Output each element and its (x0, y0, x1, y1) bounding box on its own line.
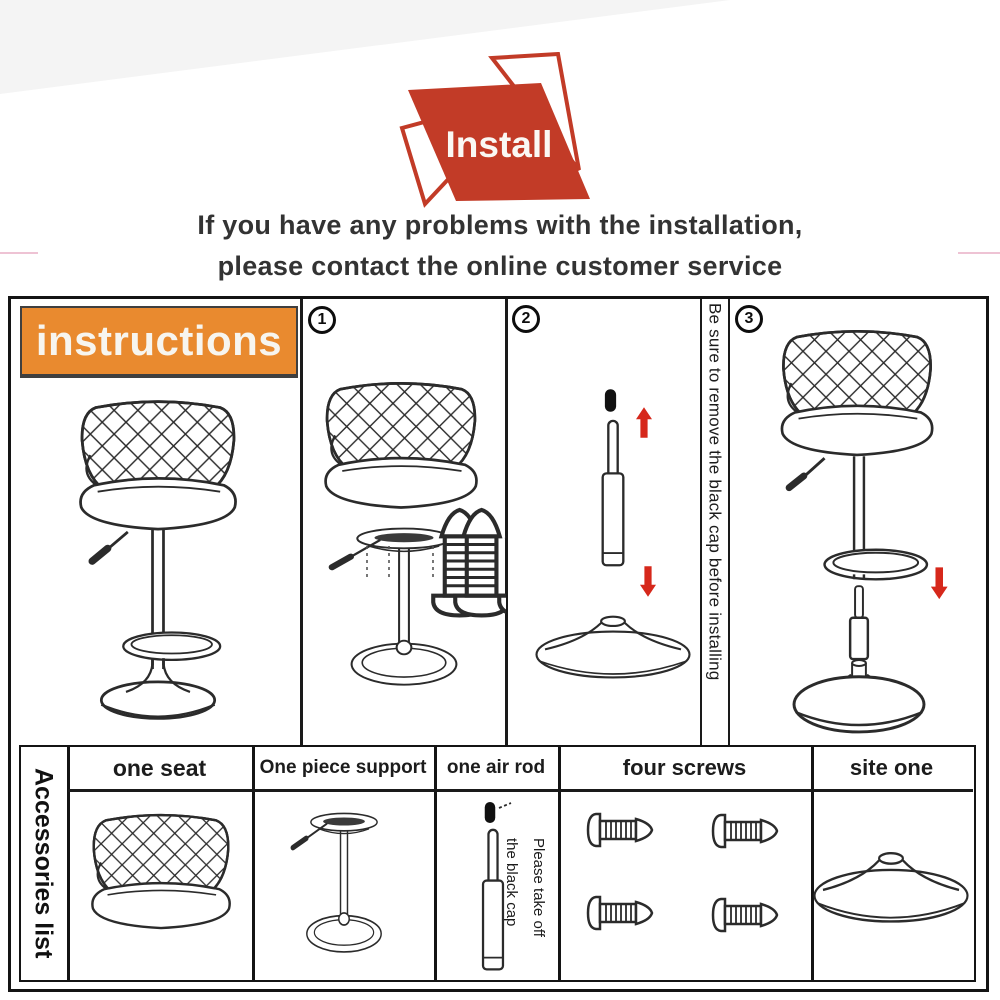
black-cap-graphic (605, 389, 616, 412)
tagline-line1: If you have any problems with the installation, (197, 210, 803, 240)
accessories-row-header (19, 745, 67, 982)
accessories-row-header-label: Accessories list (29, 768, 58, 959)
arrow-up-icon (636, 407, 652, 437)
warning-strip (700, 303, 729, 743)
corner-decoration (0, 0, 730, 94)
site-one-drawing (806, 846, 976, 932)
step2-drawing (506, 385, 700, 745)
step-badge-1 (308, 306, 336, 334)
instructions-header (20, 306, 298, 378)
install-logo (392, 52, 620, 214)
air-rod-note-line2: the black cap (503, 838, 520, 927)
one-seat-drawing (80, 808, 242, 938)
right-accent-line (958, 252, 1000, 254)
assembled-stool-drawing (62, 386, 254, 740)
column-header-one-air-rod: one air rod (446, 757, 546, 778)
step-badge-2 (512, 305, 540, 333)
tagline-line2: please contact the online customer service (217, 251, 783, 281)
one-piece-support-drawing (283, 804, 405, 962)
four-screws-drawing (574, 800, 796, 952)
column-header-site-one: site one (849, 755, 934, 780)
step-number-1: 1 (317, 311, 327, 328)
step-number-3: 3 (744, 310, 754, 327)
warning-strip-text: Be sure to remove the black cap before installing (705, 303, 725, 681)
column-header-four-screws: four screws (622, 755, 747, 780)
instructions-header-label: instructions (35, 317, 283, 364)
step-number-2: 2 (521, 310, 531, 327)
arrow-down-icon (640, 566, 656, 596)
black-cap-graphic (485, 802, 496, 823)
table-header-underline (68, 789, 973, 792)
arrow-down-icon (931, 567, 948, 599)
logo-text: Install (445, 124, 553, 165)
column-header-one-seat: one seat (112, 754, 207, 781)
column-header-one-piece-support: One piece support (259, 757, 427, 778)
air-rod-note-line1: Please take off (530, 838, 547, 937)
step1-drawing (300, 376, 506, 746)
air-rod-note (494, 838, 552, 978)
left-accent-line (0, 252, 38, 254)
step3-drawing (731, 325, 987, 745)
